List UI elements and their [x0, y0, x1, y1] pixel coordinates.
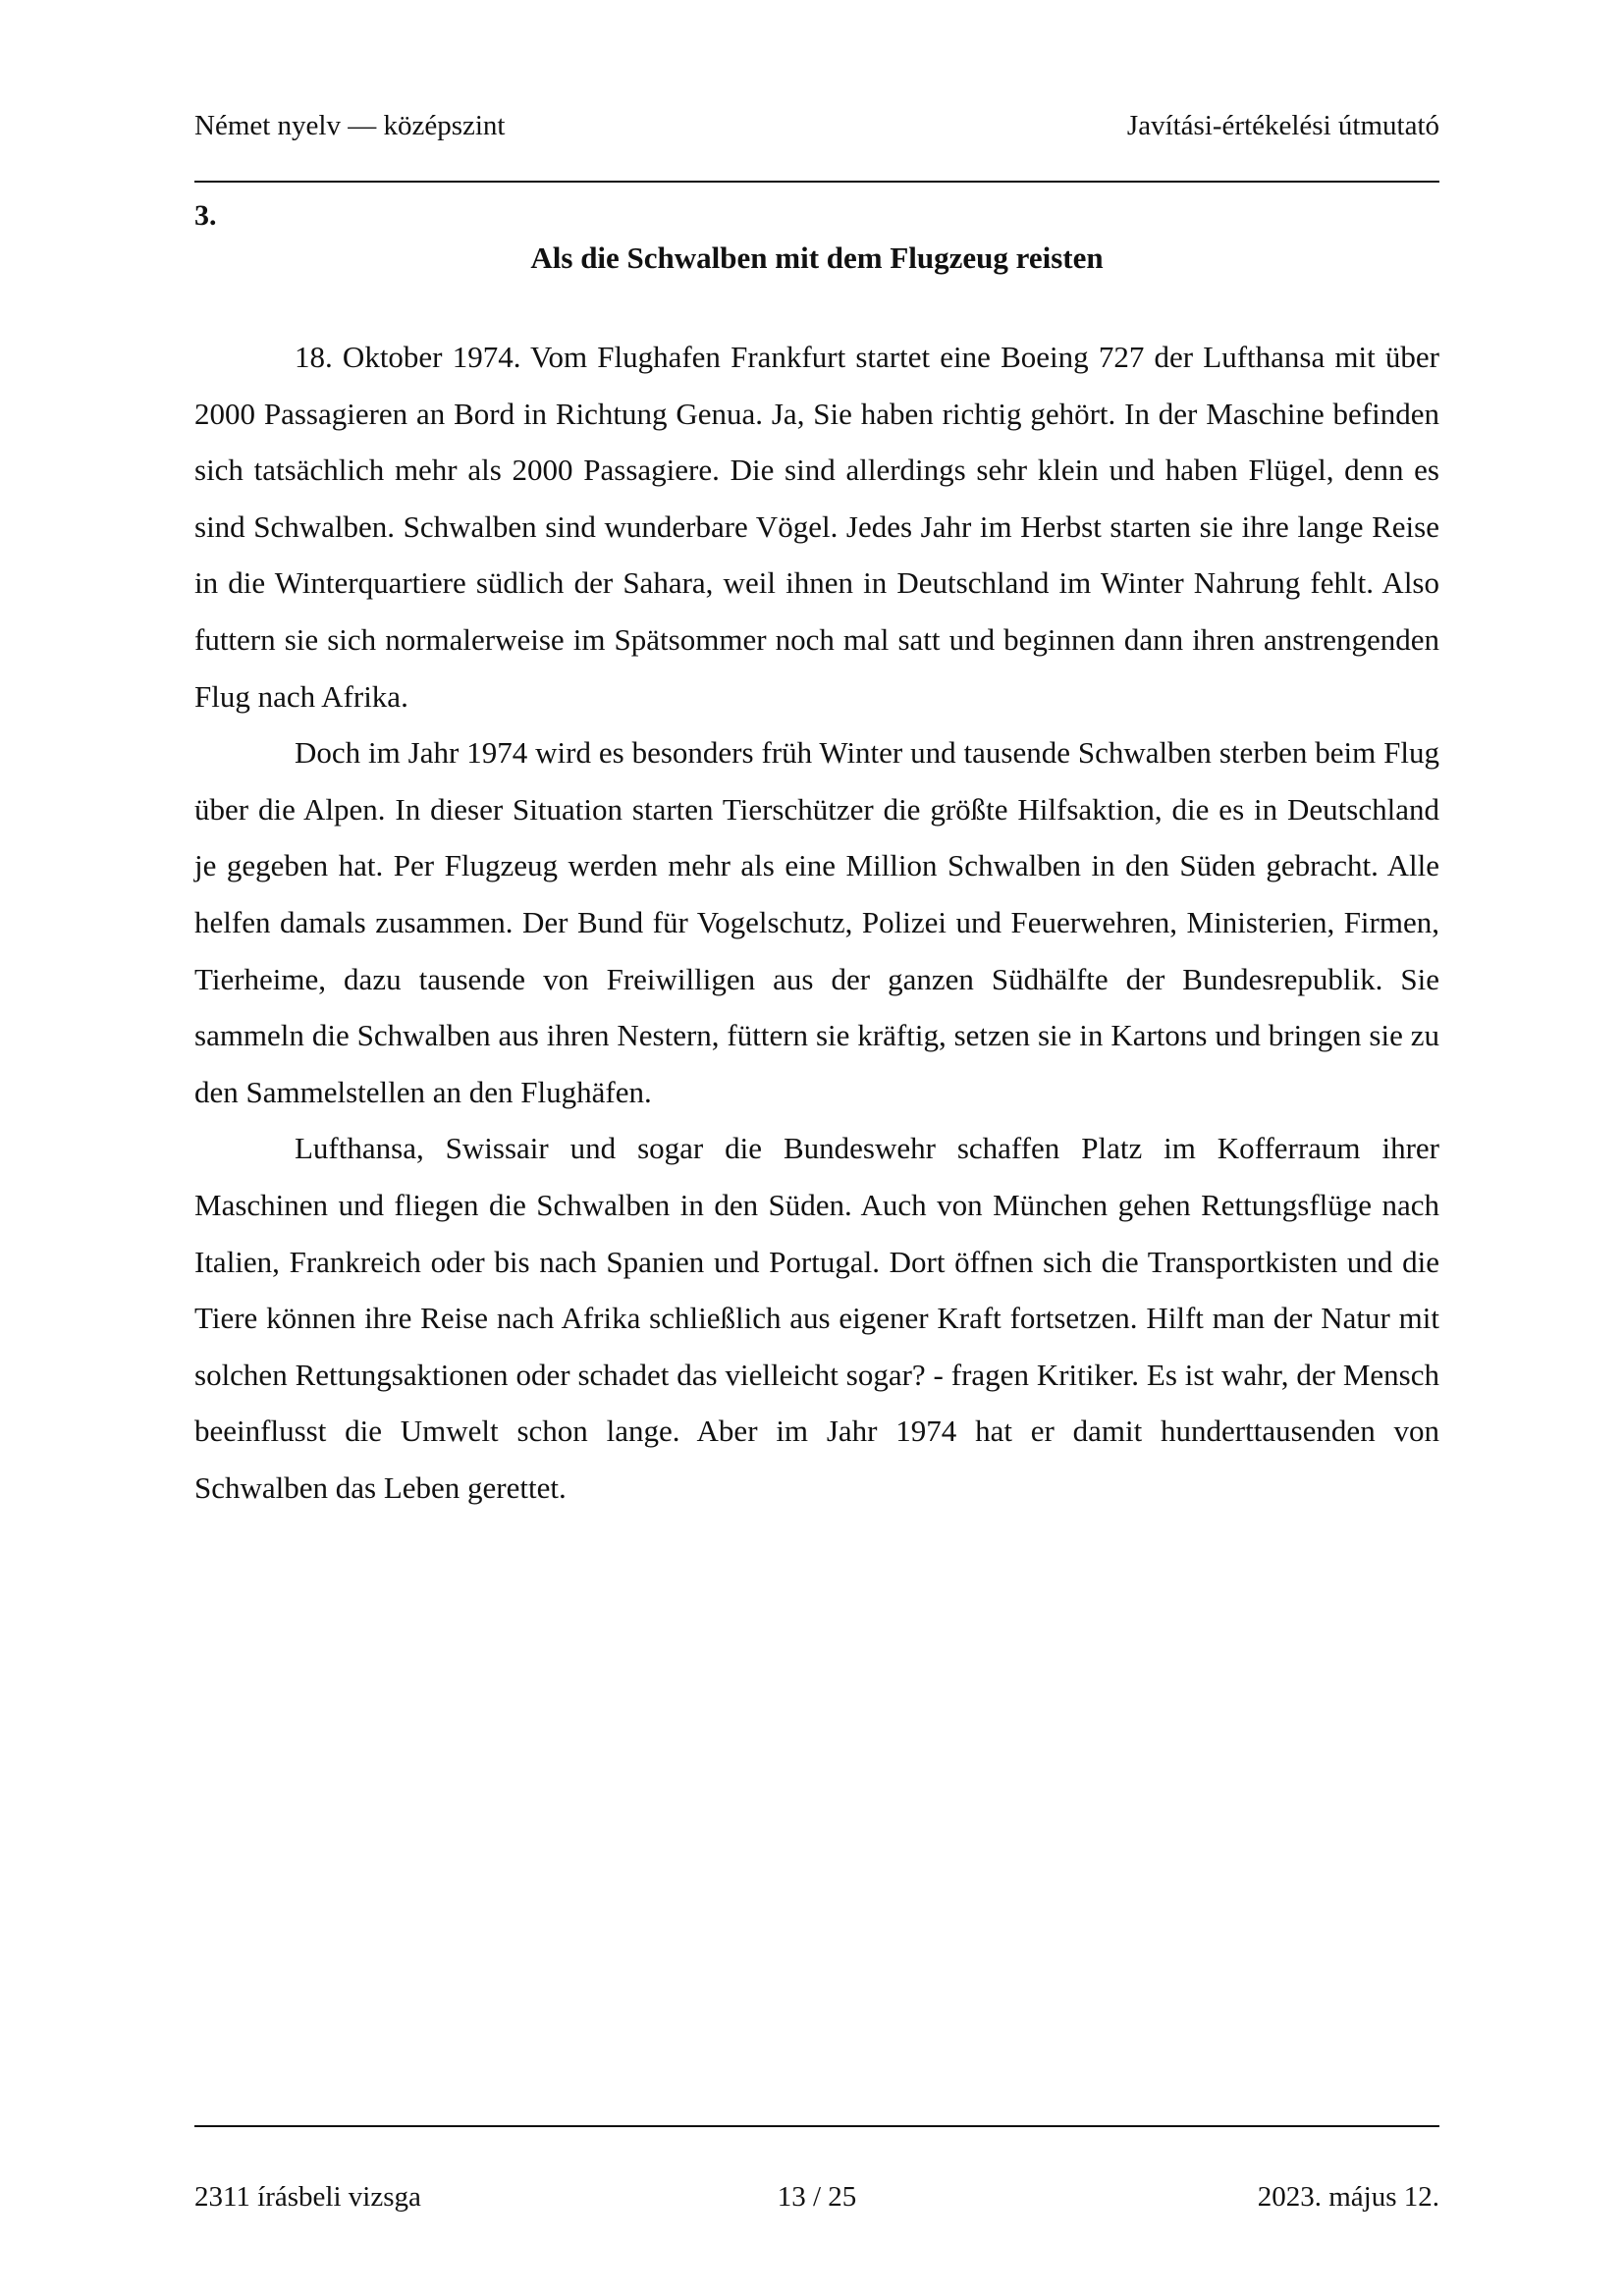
body-text	[194, 329, 1439, 1516]
footer-exam-code: 2311 írásbeli vizsga	[194, 2181, 421, 2213]
footer-page-number: 13 / 25	[777, 2181, 857, 2213]
page-footer	[194, 2177, 1439, 2216]
header-subject: Német nyelv — középszint	[194, 110, 506, 141]
paragraph-3: Lufthansa, Swissair und sogar die Bundeswehr schaffen Platz im Kofferraum ihrer Maschinen und fliegen die Schwalben in den Süden. Auch von München gehen Rettungsflüge nach Italien, Frankreich oder bis nach Spanien und Portugal. Dort öffnen sich die Transportkisten und die Tiere können ihre Reise nach Afrika schließlich aus eigener Kraft fortsetzen. Hilft man der Natur mit solchen Rettungsaktionen oder schadet das vielleicht sogar? - fragen Kritiker. Es ist wahr, der Mensch beeinflusst die Umwelt schon lange. Aber im Jahr 1974 hat er damit hunderttausenden von Schwalben das Leben gerettet.	[194, 1131, 1439, 1505]
page-header	[194, 106, 1439, 145]
paragraph-2: Doch im Jahr 1974 wird es besonders früh Winter und tausende Schwalben sterben beim Flug über die Alpen. In dieser Situation starten Tierschützer die größte Hilfsaktion, die es in Deutschland je gegeben hat. Per Flugzeug werden mehr als eine Million Schwalben in den Süden gebracht. Alle helfen damals zusammen. Der Bund für Vogelschutz, Polizei und Feuerwehren, Ministerien, Firmen, Tierheime, dazu tausende von Freiwilligen aus der ganzen Südhälfte der Bundesrepublik. Sie sammeln die Schwalben aus ihren Nestern, füttern sie kräftig, setzen sie in Kartons und bringen sie zu den Sammelstellen an den Flughäfen.	[194, 735, 1439, 1109]
footer-date: 2023. május 12.	[1257, 2181, 1439, 2213]
section-number: 3.	[194, 199, 217, 232]
footer-divider	[194, 2125, 1439, 2127]
paragraph-1: 18. Oktober 1974. Vom Flughafen Frankfurt startet eine Boeing 727 der Lufthansa mit über 2000 Passagieren an Bord in Richtung Genua. Ja, Sie haben richtig gehört. In der Maschine befinden sich tatsächlich mehr als 2000 Passagiere. Die sind allerdings sehr klein und haben Flügel, denn es sind Schwalben. Schwalben sind wunderbare Vögel. Jedes Jahr im Herbst starten sie ihre lange Reise in die Winterquartiere südlich der Sahara, weil ihnen in Deutschland im Winter Nahrung fehlt. Also futtern sie sich normalerweise im Spätsommer noch mal satt und beginnen dann ihren anstrengenden Flug nach Afrika.	[194, 340, 1439, 714]
text-title: Als die Schwalben mit dem Flugzeug reisten	[530, 240, 1104, 275]
header-document-type: Javítási-értékelési útmutató	[1126, 110, 1439, 141]
header-divider	[194, 181, 1439, 183]
